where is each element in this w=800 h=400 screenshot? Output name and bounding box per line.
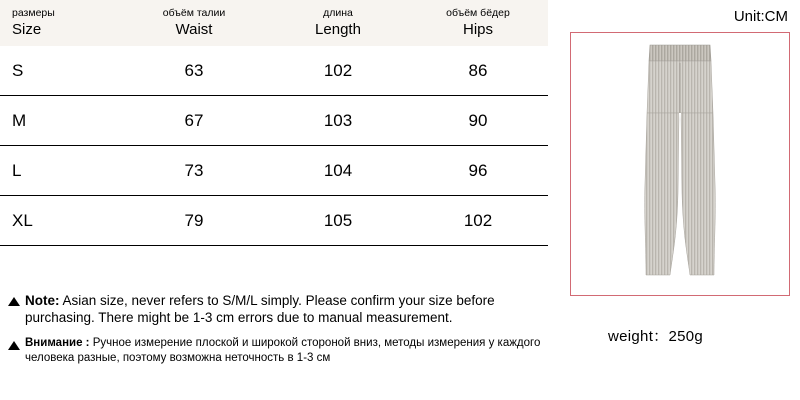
cell-hips: 96 xyxy=(408,146,548,196)
cell-waist: 67 xyxy=(120,96,268,146)
note-russian-label: Внимание : xyxy=(25,336,90,349)
header-ru-waist: объём талии xyxy=(162,7,226,20)
header-cell-hips xyxy=(408,0,548,46)
note-english-body: Asian size, never refers to S/M/L simply. Please confirm your size before purchasing. There might be 1-3 cm errors due to manual measurement. xyxy=(25,293,495,326)
cell-size: L xyxy=(0,146,120,196)
table-row xyxy=(0,196,548,246)
header-en-hips: Hips xyxy=(462,21,493,39)
header-cell-length xyxy=(268,0,408,46)
header-cell-size xyxy=(0,0,120,46)
cell-length: 105 xyxy=(268,196,408,246)
cell-hips: 90 xyxy=(408,96,548,146)
unit-label: Unit:CM xyxy=(733,8,788,25)
notes-section xyxy=(8,292,548,375)
cell-waist: 63 xyxy=(120,46,268,96)
pants-product-image xyxy=(634,43,726,283)
cell-length: 104 xyxy=(268,146,408,196)
cell-size: M xyxy=(0,96,120,146)
table-row xyxy=(0,46,548,96)
product-panel xyxy=(560,0,800,400)
size-table xyxy=(0,0,548,246)
note-english-label: Note: xyxy=(25,293,60,308)
triangle-up-icon xyxy=(8,297,20,306)
table-row xyxy=(0,146,548,196)
table-row xyxy=(0,96,548,146)
note-english xyxy=(8,292,548,327)
cell-size: XL xyxy=(0,196,120,246)
note-english-text xyxy=(25,292,548,327)
cell-size: S xyxy=(0,46,120,96)
weight-label: weight：250g xyxy=(608,328,704,345)
cell-length: 102 xyxy=(268,46,408,96)
cell-waist: 79 xyxy=(120,196,268,246)
note-russian-body: Ручное измерение плоской и широкой стороной вниз, методы измерения у каждого человека разные, поэтому возможна неточность в 1-3 см xyxy=(25,336,541,364)
header-en-waist: Waist xyxy=(175,21,213,39)
header-ru-size: размеры xyxy=(12,7,55,20)
cell-hips: 86 xyxy=(408,46,548,96)
cell-waist: 73 xyxy=(120,146,268,196)
header-en-length: Length xyxy=(315,21,361,39)
header-ru-hips: объём бёдер xyxy=(446,7,510,20)
header-ru-length: длина xyxy=(323,7,353,20)
header-en-size: Size xyxy=(12,21,42,39)
note-russian-text xyxy=(25,336,548,366)
note-russian xyxy=(8,336,548,366)
triangle-up-icon xyxy=(8,341,20,350)
product-image-frame xyxy=(570,32,790,296)
cell-length: 103 xyxy=(268,96,408,146)
header-cell-waist xyxy=(120,0,268,46)
table-header-row xyxy=(0,0,548,46)
cell-hips: 102 xyxy=(408,196,548,246)
